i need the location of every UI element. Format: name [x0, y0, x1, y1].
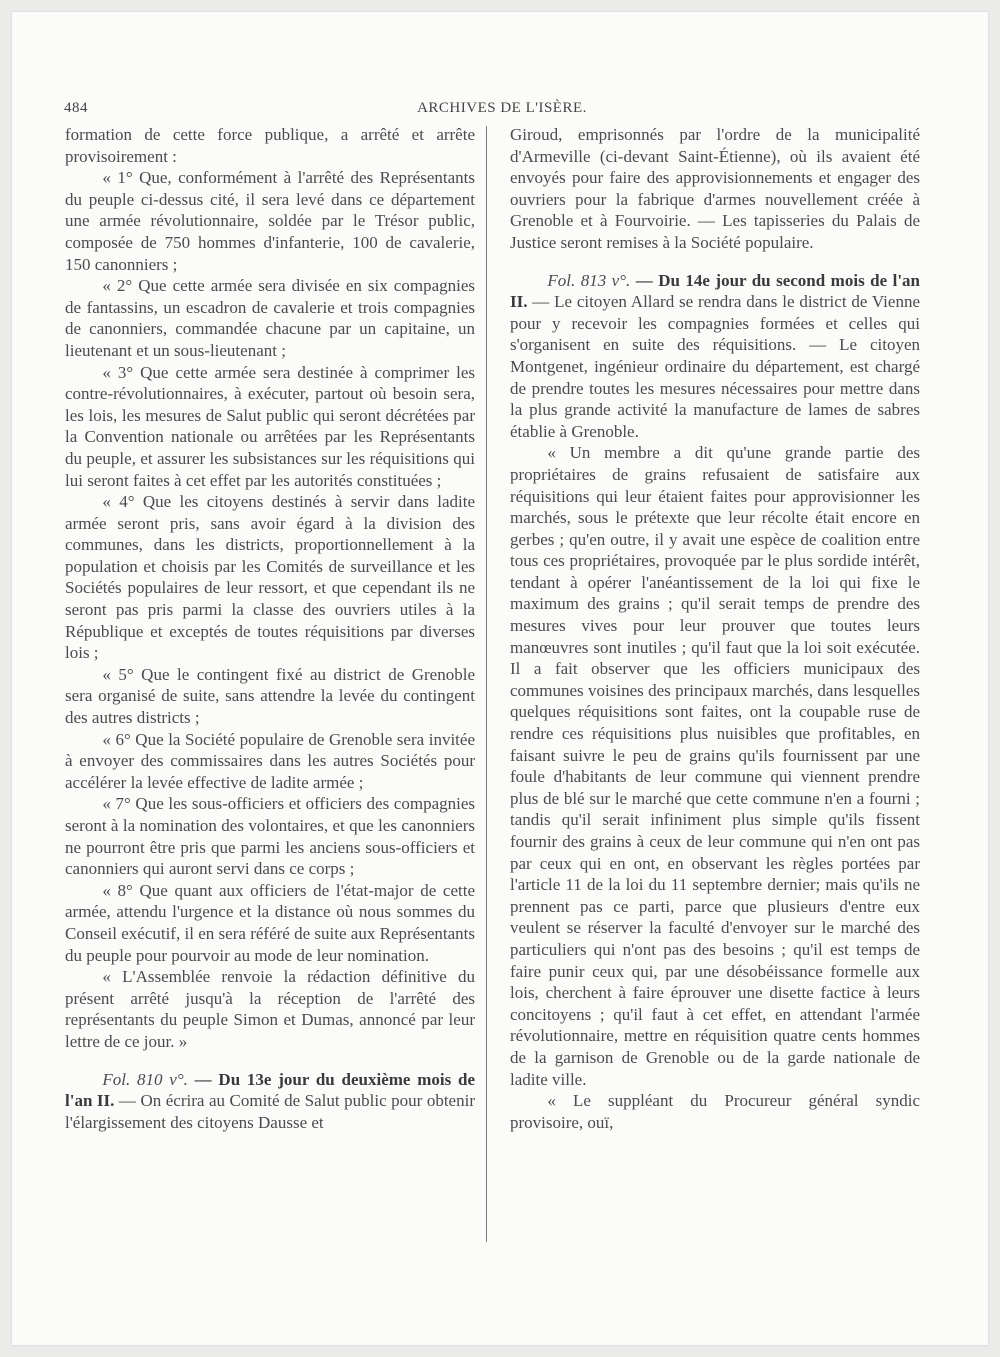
left-column [65, 124, 475, 1133]
entry-heading: — Du 14e jour du second mois de l'an II. [510, 270, 921, 312]
paragraph: « 7° Que les sous-officiers et officiers des compagnies seront à la nomination des volontaires, et que les canonniers ne pourront être pris que parmi les anciens sous-officiers et canonniers qui auront servi dans ce corps ; [65, 794, 475, 879]
paragraph: formation de cette force publique, a arrêté et arrête provisoirement : [65, 125, 475, 166]
paragraph: « L'Assemblée renvoie la rédaction définitive du présent arrêté jusqu'à la réception de l'arrêté des représentants du peuple Simon et Dumas, annoncé par leur lettre de ce jour. » [65, 967, 475, 1051]
document-page [12, 12, 988, 1345]
paragraph: « 2° Que cette armée sera divisée en six compagnies de fantassins, un escadron de cavalerie et trois compagnies de canonniers, commandée chacune par un capitaine, un lieutenant et un sous-lieutenant ; [65, 276, 475, 360]
paragraph: « 5° Que le contingent fixé au district de Grenoble sera organisé de suite, sans attendre la levée du contingent des autres districts ; [65, 664, 475, 728]
entry-text: — Le citoyen Allard se rendra dans le district de Vienne pour y recevoir les compagnies formées et celles qui s'organisent en suite des réquisitions. — Le citoyen Montgenet, ingénieur ordinaire du département, est chargé de prendre toutes les mesures nécessaires pour mettre dans la plus grande activité la manufacture de lames de sabres établie à Grenoble. [510, 292, 920, 441]
folio-entry [65, 1069, 475, 1134]
page-number: 484 [64, 100, 88, 116]
paragraph: « 1° Que, conformément à l'arrêté des Représentants du peuple ci-dessus cité, il sera levé dans ce département une armée révolutionnaire, soldée par le Trésor public, composée de 750 hommes d'infanterie, 100 de cavalerie, 150 canonniers ; [65, 168, 475, 274]
paragraph: « 8° Que quant aux officiers de l'état-major de cette armée, attendu l'urgence et la distance où nous sommes du Conseil exécutif, il en sera référé de suite aux Représentants du peuple pour pourvoir au mode de leur nomination. [65, 880, 475, 965]
paragraph: « 4° Que les citoyens destinés à servir dans ladite armée seront pris, sans avoir égard à la division des communes, dans les districts, proportionnellement à la population et choisis par les Comités de surveillance et les Sociétés populaires de leur ressort, et que cependant ils ne seront pas pris parmi la classe des ouvriers utiles à la République et exceptés de toutes réquisitions par diverses lois ; [65, 492, 475, 663]
running-head [64, 100, 940, 120]
paragraph: « Le suppléant du Procureur général syndic provisoire, ouï, [510, 1091, 920, 1132]
entry-text: — On écrira au Comité de Salut public pour obtenir l'élargissement des citoyens Dausse et [65, 1091, 475, 1132]
right-column [510, 124, 920, 1133]
paragraph: « 6° Que la Société populaire de Grenoble sera invitée à envoyer des commissaires dans les autres Sociétés pour accélérer la levée effective de ladite armée ; [65, 729, 475, 792]
paragraph: Giroud, emprisonnés par l'ordre de la municipalité d'Armeville (ci-devant Saint-Étienne), où ils avaient été envoyés pour faire des approvisionnements et engager des ouvriers pour la fabrique d'armes nouvellement créée à Grenoble et à Fourvoirie. — Les tapisseries du Palais de Justice seront remises à la Société populaire. [510, 125, 920, 252]
paragraph: « 3° Que cette armée sera destinée à comprimer les contre-révolutionnaires, à exécuter, partout où besoin sera, les lois, les mesures de Salut public qui seront décrétées par la Convention nationale ou arrêtées par les Représentants du peuple, et assurer les subsistances sur les réquisitions qui lui seront faites à cet effet par les autorités constituées ; [65, 362, 475, 490]
folio-entry [510, 270, 920, 443]
entry-heading: — Du 13e jour du deuxième mois de l'an II. [65, 1069, 475, 1111]
folio-reference: Fol. 813 v°. [547, 270, 631, 290]
folio-reference: Fol. 810 v°. [102, 1069, 188, 1089]
paragraph: « Un membre a dit qu'une grande partie des propriétaires de grains refusaient de satisfaire aux réquisitions qui leur étaient faites pour approvisionner les marchés, sous le prétexte que leur récolte était encore en gerbes ; qu'en outre, il y avait une espèce de coalition entre tous ces propriétaires, provoquée par le plus sordide intérêt, tendant à opérer l'anéantissement de la loi qui fixe le maximum des grains ; qu'il serait temps de prendre des mesures vives pour leur prouver que toutes leurs manœuvres sont inutiles ; qu'il faut que la loi soit exécutée. Il a fait observer que les officiers municipaux des communes voisines des principaux marchés, dans lesquelles quelques réquisitions sont faites, ont la coupable ruse de rendre ces réquisitions plus nuisibles que profitables, en faisant suivre le peu de grains qu'ils fournissent par une foule d'habitants de leur commune qui viennent prendre plus de blé sur le marché que cette commune n'en a fourni ; tandis qu'il serait infiniment plus simple qu'ils fissent fournir des grains à ceux de leur commune qui n'en ont pas par ceux qui en ont, en observant les règles portées par l'article 11 de la loi du 11 septembre dernier; mais qu'ils ne prennent pas ce parti, parce que plusieurs d'entre eux veulent se réserver la faculté d'envoyer sur le marché des particuliers qui n'ont pas des besoins ; qu'il est temps de faire punir ceux qui, par une désobéissance formelle aux lois, cherchent à faire éprouver une disette factice à leurs concitoyens ; qu'il faut à cet effet, en attendant l'armée révolutionnaire, mettre en réquisition quatre cents hommes de la garnison de Grenoble ou de la garde nationale de ladite ville. [510, 443, 920, 1089]
running-title: ARCHIVES DE L'ISÈRE. [417, 100, 587, 116]
column-divider [486, 126, 487, 1242]
